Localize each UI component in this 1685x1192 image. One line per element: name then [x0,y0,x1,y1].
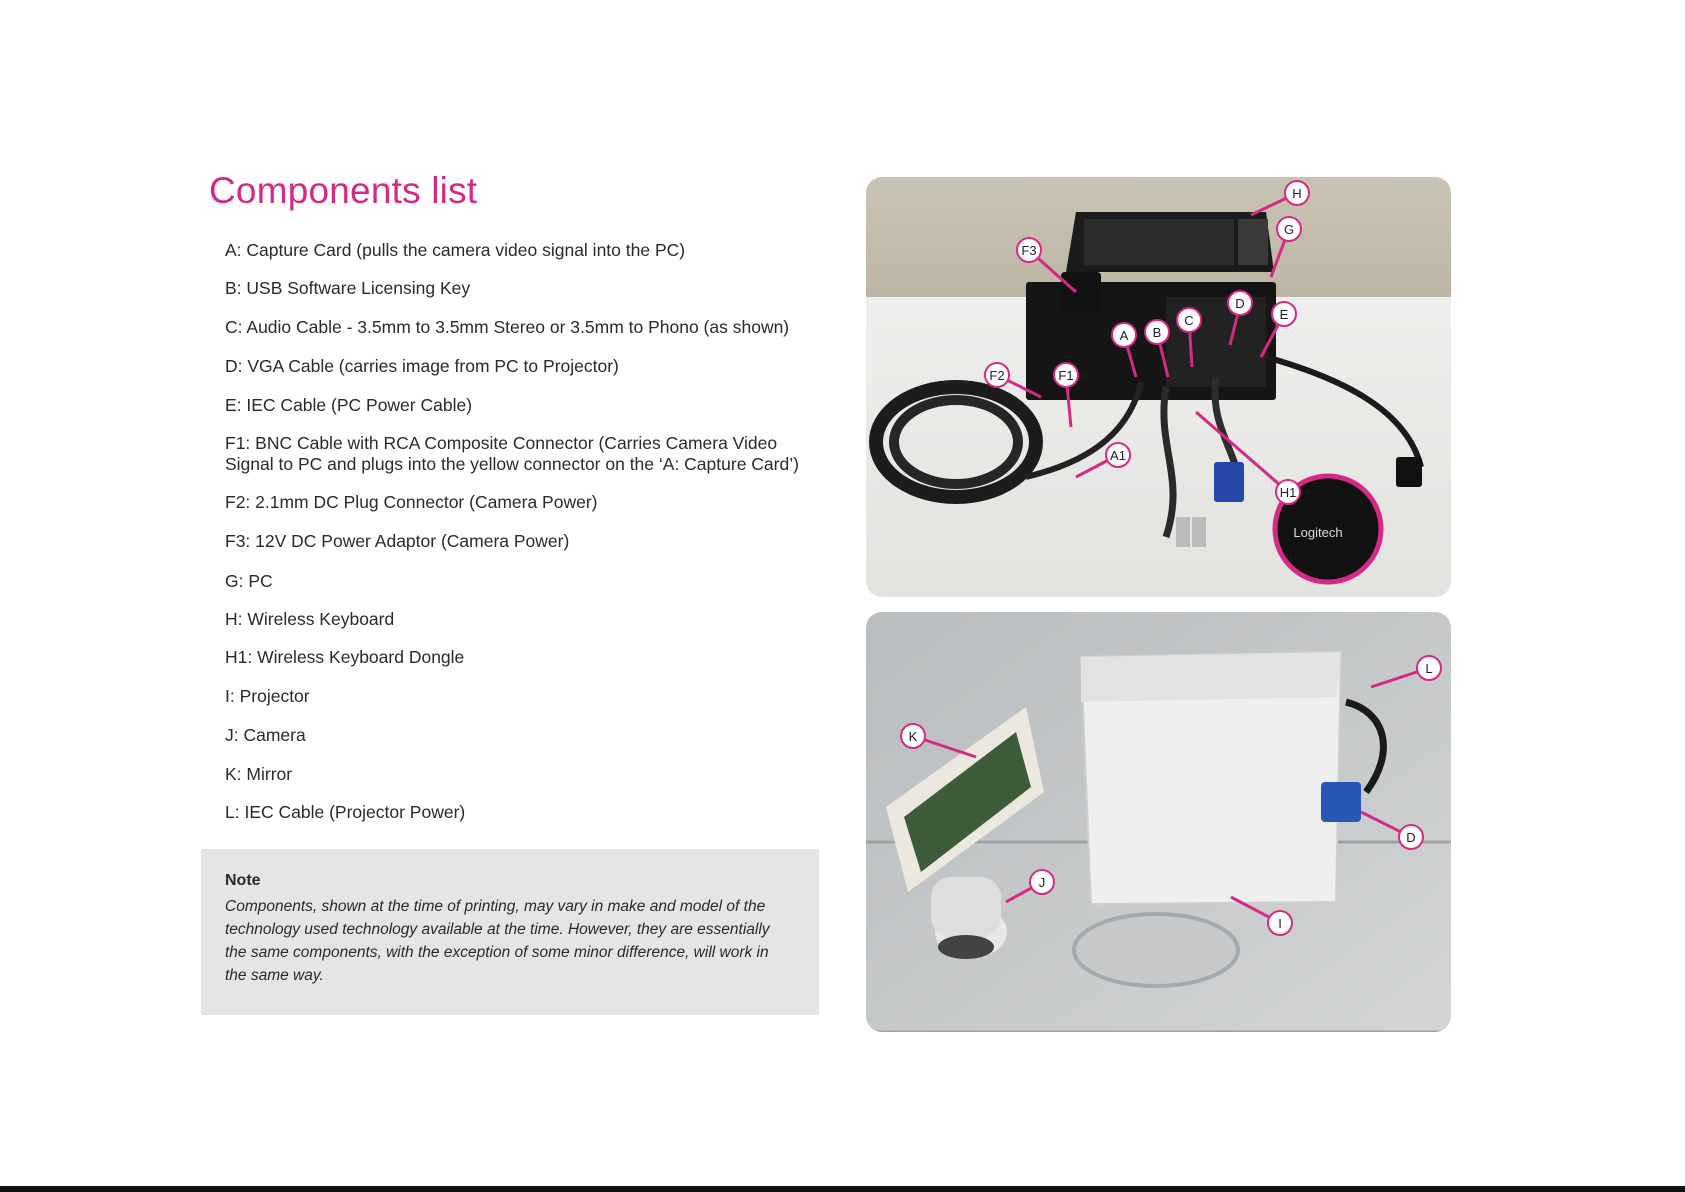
callout-label: A [1119,328,1129,343]
dongle-brand-text: Logitech [1293,525,1343,540]
bottom-border [0,1186,1685,1192]
list-item: H1: Wireless Keyboard Dongle [225,647,465,667]
callout-label: E [1279,307,1289,322]
list-item: F2: 2.1mm DC Plug Connector (Camera Power) [225,492,598,512]
callout-label: I [1278,916,1282,931]
callout-label: J [1038,875,1046,890]
list-item: G: PC [225,571,273,591]
callout-label: F2 [989,368,1005,383]
list-item: C: Audio Cable - 3.5mm to 3.5mm Stereo or 3.5mm to Phono (as shown) [225,317,790,337]
callout-label: C [1184,313,1194,328]
callout-label: F1 [1058,368,1074,383]
callout-label: G [1283,222,1295,237]
callout-label: L [1425,661,1433,676]
page-title: Components list [209,170,478,211]
list-item: H: Wireless Keyboard [225,609,395,629]
callout-label: D [1406,830,1416,845]
note-box [201,849,819,1015]
note-title: Note [225,872,261,889]
list-item: I: Projector [225,686,310,706]
callout-label: B [1152,325,1162,340]
list-item: Signal to PC and plugs into the yellow connector on the ‘A: Capture Card’) [225,454,799,474]
list-item: F3: 12V DC Power Adaptor (Camera Power) [225,531,570,551]
callout-label: H1 [1279,485,1297,500]
callout-label: A1 [1110,448,1126,463]
callout-label: D [1235,296,1245,311]
pc-setup-photo [866,177,1451,597]
callout-label: K [908,729,918,744]
note-body: Components, shown at the time of printing, may vary in make and model of the technology used technology available at the time. However, they are essentially the same components, with the exception of some minor difference, will work in the same way. [225,898,770,984]
list-item: D: VGA Cable (carries image from PC to Projector) [225,356,619,376]
projector-photo [866,612,1451,1032]
list-item: J: Camera [225,725,306,745]
list-item: L: IEC Cable (Projector Power) [225,802,466,822]
callout-label: F3 [1021,243,1037,258]
list-item: K: Mirror [225,764,293,784]
list-item: F1: BNC Cable with RCA Composite Connector (Carries Camera Video [225,433,778,453]
list-item: E: IEC Cable (PC Power Cable) [225,395,473,415]
callout-label: H [1292,186,1302,201]
list-item: B: USB Software Licensing Key [225,278,471,298]
list-item: A: Capture Card (pulls the camera video signal into the PC) [225,240,686,260]
